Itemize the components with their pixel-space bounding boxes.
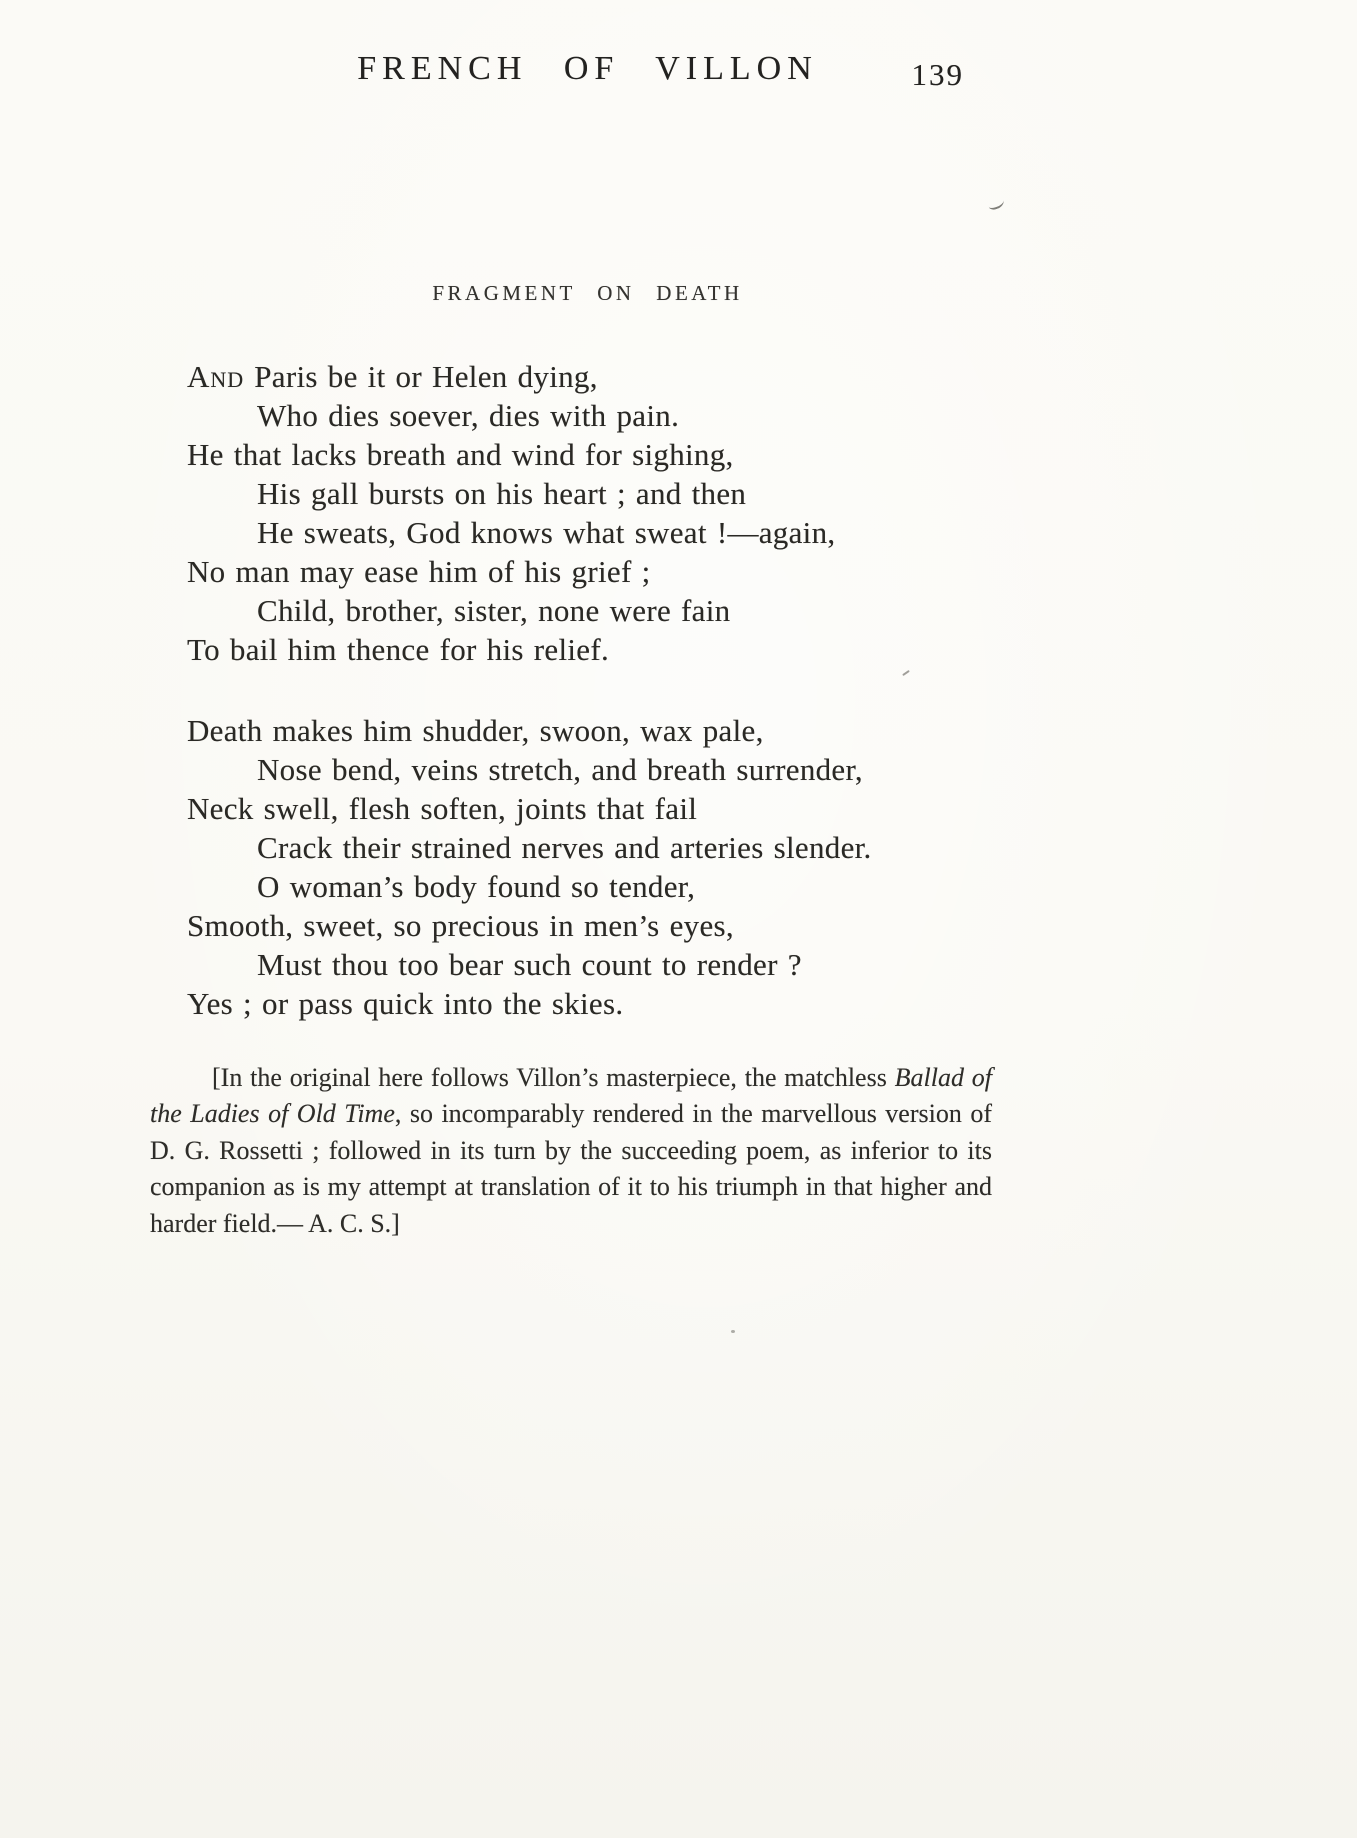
poem-line: [187, 474, 1019, 513]
poem-line: [187, 435, 1019, 474]
poem-line-text: No man may ease him of his grief ;: [187, 554, 651, 589]
stanza: [187, 711, 1019, 1023]
poem-line-text: Must thou too bear such count to render ?: [257, 947, 802, 982]
stanza: [187, 357, 1019, 669]
poem-line: [187, 984, 1019, 1023]
poem-line: [187, 513, 1019, 552]
poem-line: [187, 357, 1019, 396]
poem-line: [187, 591, 1019, 630]
poem-line: [187, 945, 1019, 984]
note-text-segment: , so incomparably rendered in the marvellous version of D. G. Rossetti ; followed in its turn by the succeeding poem, as inferior to its companion as is my attempt at translation of it to his triumph in that higher and harder field.— A. C. S.]: [150, 1099, 992, 1238]
poem-title: FRAGMENT ON DEATH: [432, 281, 743, 305]
poem-line-text: Who dies soever, dies with pain.: [257, 398, 680, 433]
page-header: [185, 50, 990, 92]
poem-line: [187, 711, 1019, 750]
poem-line: [187, 630, 1019, 669]
poem-line-text: He that lacks breath and wind for sighing,: [187, 437, 734, 472]
poem-line-text: Crack their strained nerves and arteries slender.: [257, 830, 872, 865]
poem-line-text: Smooth, sweet, so precious in men’s eyes,: [187, 908, 734, 943]
poem-lead-word: And: [187, 359, 245, 394]
poem-line-text: Neck swell, flesh soften, joints that fail: [187, 791, 698, 826]
poem-line: [187, 906, 1019, 945]
scan-artifact-squiggle: [987, 196, 1006, 211]
poem-line-text: Paris be it or Helen dying,: [244, 359, 598, 394]
poem-line-text: To bail him thence for his relief.: [187, 632, 610, 667]
poem-line: [187, 789, 1019, 828]
poem-line: [187, 750, 1019, 789]
poem-line-text: O woman’s body found so tender,: [257, 869, 696, 904]
poem-line-text: His gall bursts on his heart ; and then: [257, 476, 747, 511]
poem-line: [187, 396, 1019, 435]
poem-line-text: Nose bend, veins stretch, and breath surrender,: [257, 752, 863, 787]
poem-line-text: He sweats, God knows what sweat !—again,: [257, 515, 836, 550]
poem-line: [187, 828, 1019, 867]
poem-line-text: Death makes him shudder, swoon, wax pale,: [187, 713, 764, 748]
poem-line: [187, 867, 1019, 906]
running-title: FRENCH OF VILLON: [357, 50, 818, 87]
poem-line-text: Child, brother, sister, none were fain: [257, 593, 731, 628]
poem-body: [187, 357, 1019, 1065]
note-book-title: Ballad of the Ladies of Old Time: [150, 1063, 992, 1129]
page-number: 139: [911, 57, 964, 92]
poem-line-text: Yes ; or pass quick into the skies.: [187, 986, 624, 1021]
editorial-note: [150, 1060, 992, 1242]
poem-line: [187, 552, 1019, 591]
note-text-segment: [In the original here follows Villon’s masterpiece, the matchless: [212, 1063, 895, 1092]
scan-artifact-dot: [731, 1330, 735, 1333]
